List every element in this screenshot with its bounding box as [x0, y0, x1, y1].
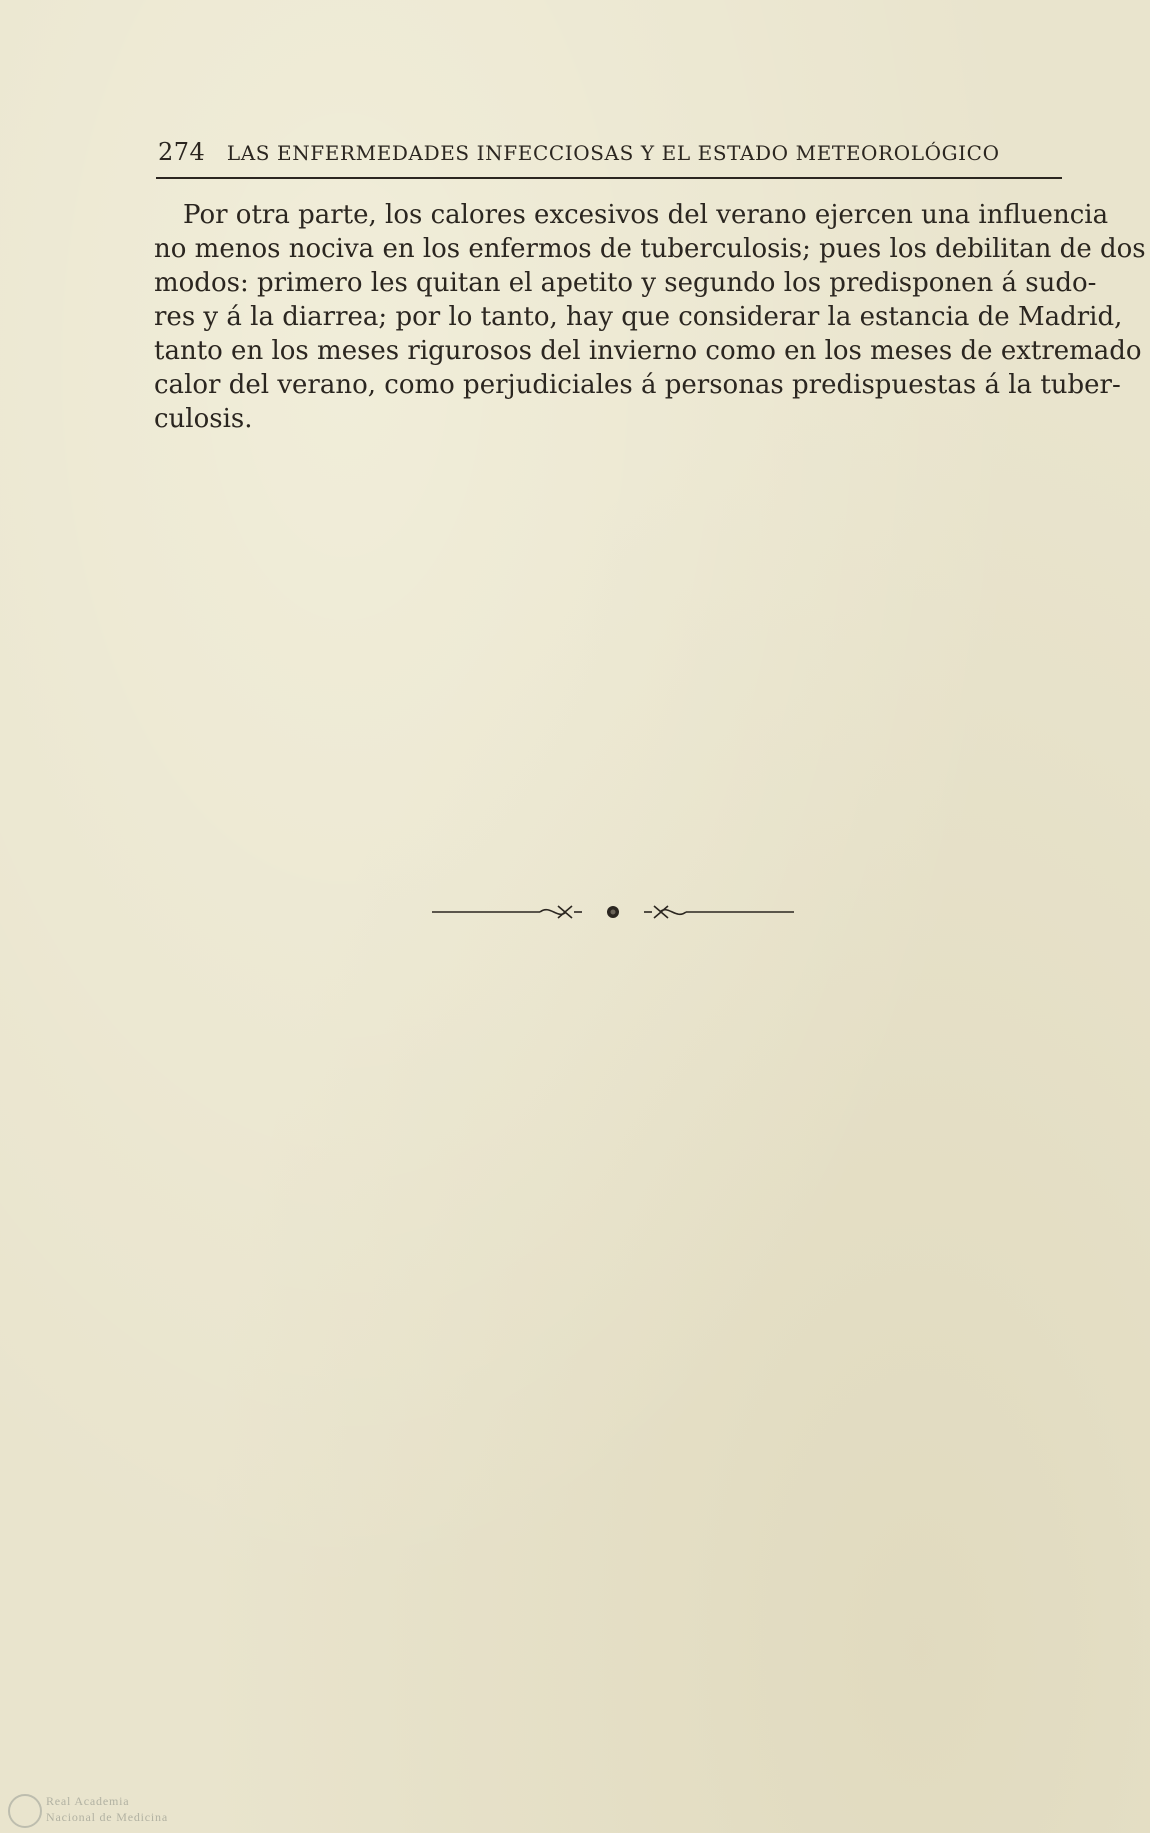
body-paragraph: [154, 198, 1146, 436]
header-rule: [156, 177, 1062, 179]
paragraph-line: tanto en los meses rigurosos del invierno como en los meses de extremado: [154, 336, 1142, 366]
paragraph-line: no menos nociva en los enfermos de tuberculosis; pues los debilitan de dos: [154, 234, 1146, 264]
watermark-line-2: Nacional de Medicina: [46, 1810, 168, 1824]
fleuron-divider-icon: [432, 900, 794, 924]
running-title: LAS ENFERMEDADES INFECCIOSAS Y EL ESTADO METEOROLÓGICO: [226, 141, 1000, 165]
paragraph-line: calor del verano, como perjudiciales á personas predispuestas á la tuber-: [154, 370, 1121, 400]
paragraph-line: Por otra parte, los calores excesivos del verano ejercen una influencia: [183, 200, 1109, 230]
watermark-line-1: Real Academia: [46, 1794, 130, 1808]
paragraph-line: res y á la diarrea; por lo tanto, hay que considerar la estancia de Madrid,: [154, 302, 1123, 332]
page-number: 274: [158, 138, 206, 166]
paragraph-line: culosis.: [154, 404, 253, 434]
running-head: [158, 138, 1063, 166]
library-watermark: [8, 1790, 208, 1830]
paragraph-line: modos: primero les quitan el apetito y segundo los predisponen á sudo-: [154, 268, 1097, 298]
seal-icon: [8, 1794, 42, 1828]
